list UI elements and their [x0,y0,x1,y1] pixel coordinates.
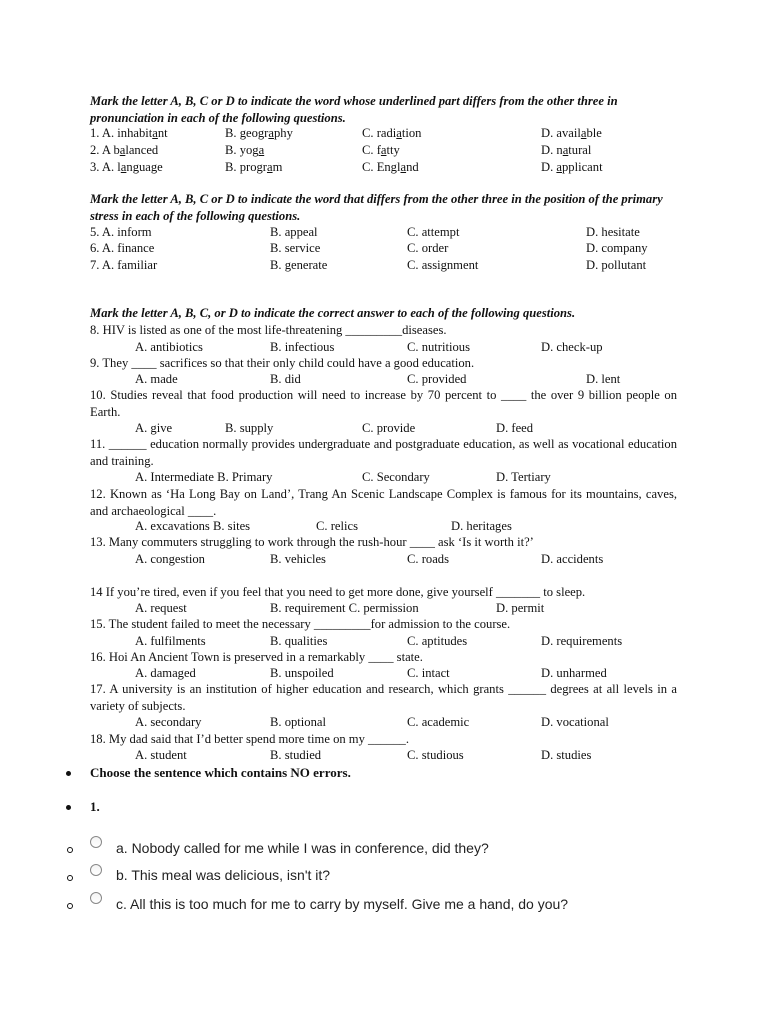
options-18: A. student B. studied C. studious D. studies [135,748,592,762]
question-16: 16. Hoi An Ancient Town is preserved in a remarkably ____ state. [90,650,423,664]
option-d: D. natural [541,143,592,157]
option-c: C. order [407,241,449,255]
option-a: 3. A. language [90,160,163,174]
question-row-5 [90,224,690,241]
question-18: 18. My dad said that I’d better spend more time on my ______. [90,732,409,746]
option-c: C. England [362,160,419,174]
options-11: A. Intermediate B. Primary C. Secondary D. Tertiary [135,470,551,484]
section3-instruction: Mark the letter A, B, C, or D to indicate the correct answer to each of the following questions. [90,306,576,320]
question-row-1 [90,125,690,142]
question-row-7 [90,257,690,274]
option-b-label: b. This meal was delicious, isn't it? [116,867,331,883]
section4-heading: Choose the sentence which contains NO errors. [90,765,351,780]
option-d: D. available [541,126,602,140]
section2-instruction: Mark the letter A, B, C or D to indicate the word that differs from the other three in the position of the primary stress in each of the following questions. [90,192,663,223]
options-15: A. fulfilments B. qualities C. aptitudes D. requirements [135,634,623,648]
radio-option-a[interactable] [90,836,102,848]
option-b: B. geography [225,126,293,140]
option-c-label: c. All this is too much for me to carry by myself. Give me a hand, do you? [116,896,569,912]
question-row-3 [90,159,690,176]
option-b: B. appeal [270,225,318,239]
question-14: 14 If you’re tired, even if you feel that you need to get more done, give yourself _______ to sleep. [90,585,586,599]
option-a: 7. A. familiar [90,258,158,272]
circle-bullet-icon [67,875,73,881]
section1-instruction: Mark the letter A, B, C or D to indicate the word whose underlined part differs from the other three in pronunciation in each of the following questions. [90,94,618,125]
question-row-6 [90,240,690,257]
question-11: 11. ______ education normally provides undergraduate and postgraduate education, as well as vocational education and training. [90,437,677,468]
option-a: 5. A. inform [90,225,152,239]
question-15: 15. The student failed to meet the necessary _________for admission to the course. [90,617,511,631]
option-a: 2. A balanced [90,143,159,157]
option-d: D. hesitate [586,225,640,239]
question-12: 12. Known as ‘Ha Long Bay on Land’, Trang An Scenic Landscape Complex is famous for its mountains, caves, and archaeological ____. [90,487,677,518]
question-10: 10. Studies reveal that food production will need to increase by 70 percent to ____ the over 9 billion people on Earth. [90,388,677,419]
question-number: 1. [90,799,100,814]
radio-option-c[interactable] [90,892,102,904]
question-8: 8. HIV is listed as one of the most life-threatening _________diseases. [90,323,447,337]
option-c: C. attempt [407,225,460,239]
options-9: A. made B. did C. provided D. lent [135,372,621,386]
radio-option-b[interactable] [90,864,102,876]
option-c: C. radiation [362,126,422,140]
question-row-2 [90,142,690,159]
option-b: B. service [270,241,321,255]
option-c: C. assignment [407,258,479,272]
options-14: A. request B. requirement C. permission D. permit [135,601,545,615]
option-a: 1. A. inhabitant [90,126,168,140]
option-d: D. pollutant [586,258,647,272]
bullet-icon [66,771,71,776]
options-12: A. excavations B. sites C. relics D. heritages [135,519,512,533]
option-d: D. applicant [541,160,603,174]
options-16: A. damaged B. unspoiled C. intact D. unharmed [135,666,607,680]
question-13: 13. Many commuters struggling to work through the rush-hour ____ ask ‘Is it worth it?’ [90,535,534,549]
option-b: B. generate [270,258,328,272]
option-c: C. fatty [362,143,400,157]
options-8: A. antibiotics B. infectious C. nutritious D. check-up [135,340,603,354]
bullet-icon [66,805,71,810]
options-10: A. give B. supply C. provide D. feed [135,421,534,435]
options-17: A. secondary B. optional C. academic D. vocational [135,715,609,729]
circle-bullet-icon [67,903,73,909]
option-b: B. program [225,160,283,174]
option-d: D. company [586,241,648,255]
circle-bullet-icon [67,847,73,853]
option-a: 6. A. finance [90,241,155,255]
question-17: 17. A university is an institution of higher education and research, which grants ______ degrees at all levels in a variety of subjects. [90,682,677,713]
option-a-label: a. Nobody called for me while I was in conference, did they? [116,840,489,856]
options-13: A. congestion B. vehicles C. roads D. accidents [135,552,604,566]
question-9: 9. They ____ sacrifices so that their only child could have a good education. [90,356,475,370]
option-b: B. yoga [225,143,265,157]
